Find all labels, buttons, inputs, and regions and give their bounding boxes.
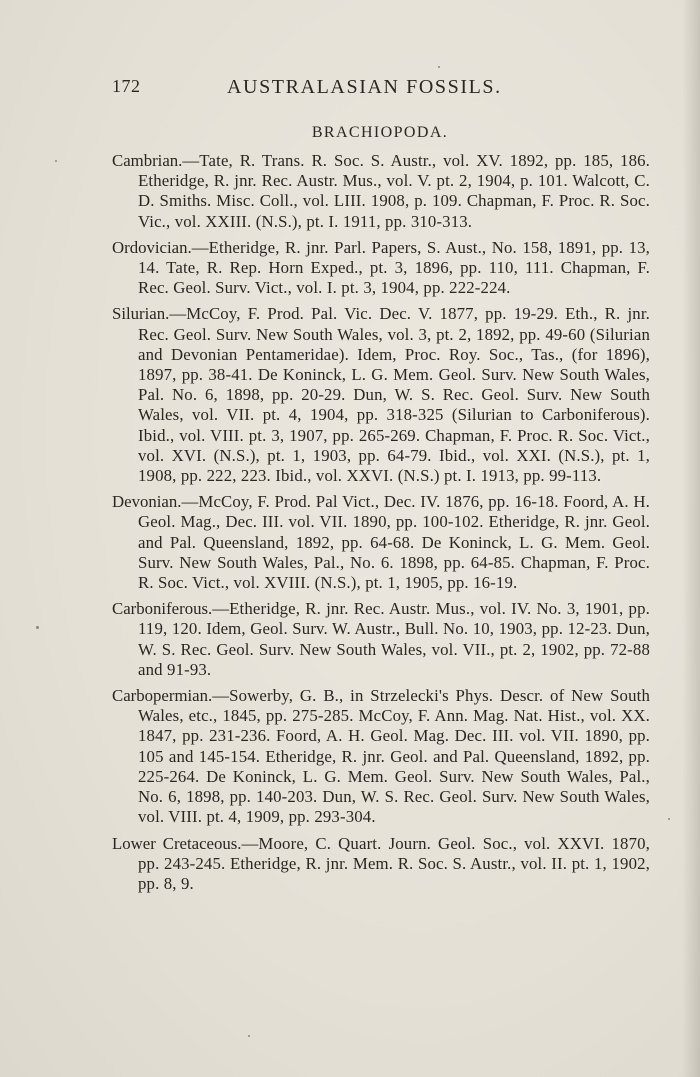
entry-text: —Etheridge, R. jnr. Parl. Papers, S. Aust., No. 158, 1891, pp. 13, 14. Tate, R. Rep. Horn Exped., pt. 3, 1896, pp. 110, 111. Chapman, F. Rec. Geol. Surv. Vict., vol. I. pt. 3, 1904, pp. 222-224. <box>138 237 650 298</box>
paper-speck <box>55 160 57 162</box>
page-edge-shadow <box>682 0 700 1077</box>
entry-devonian <box>112 492 650 593</box>
entry-carbopermian <box>112 686 650 827</box>
paper-speck <box>438 66 440 68</box>
entry-text: —Tate, R. Trans. R. Soc. S. Austr., vol. XV. 1892, pp. 185, 186. Etheridge, R. jnr. Rec. Austr. Mus., vol. V. pt. 2, 1904, p. 101. Walcott, C. D. Smiths. Misc. Coll., vol. LIII. 1908, p. 109. Chapman, F. Proc. R. Soc. Vic., vol. XXIII. (N.S.), pt. I. 1911, pp. 310-313. <box>138 151 650 231</box>
paper-speck <box>248 1035 250 1037</box>
entry-text: —Etheridge, R. jnr. Rec. Austr. Mus., vol. IV. No. 3, 1901, pp. 119, 120. Idem, Geol. Surv. W. Austr., Bull. No. 10, 1903, pp. 12-23. Dun, W. S. Rec. Geol. Surv. New South Wales, vol. VII., pt. 2, 1902, pp. 72-88 and 91-93. <box>138 599 650 679</box>
bibliography-entries <box>112 151 650 900</box>
entry-period: Devonian. <box>112 492 182 512</box>
entry-period: Carboniferous. <box>112 599 213 619</box>
entry-period: Silurian. <box>112 304 170 324</box>
entry-period: Lower Cretaceous. <box>112 833 242 853</box>
entry-period: Cambrian. <box>112 151 183 170</box>
page-header <box>112 76 542 102</box>
entry-text: —Sowerby, G. B., in Strzelecki's Phys. Descr. of New South Wales, etc., 1845, pp. 275-285. McCoy, F. Ann. Mag. Nat. Hist., vol. XX. 1847, pp. 231-236. Foord, A. H. Geol. Mag. Dec. III. vol. VII. 1890, pp. 105 and 145-154. Etheridge, R. jnr. Geol. and Pal. Queensland, 1892, pp. 225-264. De Koninck, L. G. Mem. Geol. Surv. New South Wales, Pal., No. 6, 1898, pp. 140-203. Dun, W. S. Rec. Geol. Surv. New South Wales, vol. VIII. pt. 4, 1909, pp. 293-304. <box>138 686 650 827</box>
page-number: 172 <box>112 76 141 96</box>
section-title: BRACHIOPODA. <box>311 124 449 141</box>
entry-period: Carbopermian. <box>112 686 213 706</box>
paper-speck <box>668 818 670 820</box>
entry-period: Ordovician. <box>112 237 192 257</box>
paper-speck <box>36 626 39 629</box>
entry-silurian <box>112 304 650 486</box>
entry-text: —Moore, C. Quart. Journ. Geol. Soc., vol. XXVI. 1870, pp. 243-245. Etheridge, R. jnr. Mem. R. Soc. S. Austr., vol. II. pt. 1, 1902, pp. 8, 9. <box>138 833 650 893</box>
entry-ordovician <box>112 238 650 299</box>
running-head: AUSTRALASIAN FOSSILS. <box>227 76 502 98</box>
entry-text: —McCoy, F. Prod. Pal. Vic. Dec. V. 1877, pp. 19-29. Eth., R. jnr. Rec. Geol. Surv. New South Wales, vol. 3, pt. 2, 1892, pp. 49-60 (Silurian and Devonian Pentameridae). Idem, Proc. Roy. Soc., Tas., (for 1896), 1897, pp. 38-41. De Koninck, L. G. Mem. Geol. Surv. New South Wales, Pal. No. 6, 1898, pp. 20-29. Dun, W. S. Rec. Geol. Surv. New South Wales, vol. VII. pt. 4, 1904, pp. 318-325 (Silurian to Carboniferous). Ibid., vol. VIII. pt. 3, 1907, pp. 265-269. Chapman, F. Proc. R. Soc. Vict., vol. XVI. (N.S.), pt. 1, 1903, pp. 64-79. Ibid., vol. XXI. (N.S.), pt. 1, 1908, pp. 222, 223. Ibid., vol. XXVI. (N.S.) pt. I. 1913, pp. 99-113. <box>138 304 650 486</box>
entry-cambrian <box>112 151 650 232</box>
entry-text: —McCoy, F. Prod. Pal Vict., Dec. IV. 1876, pp. 16-18. Foord, A. H. Geol. Mag., Dec. III. vol. VII. 1890, pp. 100-102. Etheridge, R. jnr. Geol. and Pal. Queensland, 1892, pp. 64-68. De Koninck, L. G. Mem. Geol. Surv. New South Wales, Pal., No. 6. 1898, pp. 64-85. Chapman, F. Proc. R. Soc. Vict., vol. XVIII. (N.S.), pt. 1, 1905, pp. 16-19. <box>138 492 650 593</box>
entry-carboniferous <box>112 599 650 680</box>
entry-lower-cretaceous <box>112 834 650 895</box>
